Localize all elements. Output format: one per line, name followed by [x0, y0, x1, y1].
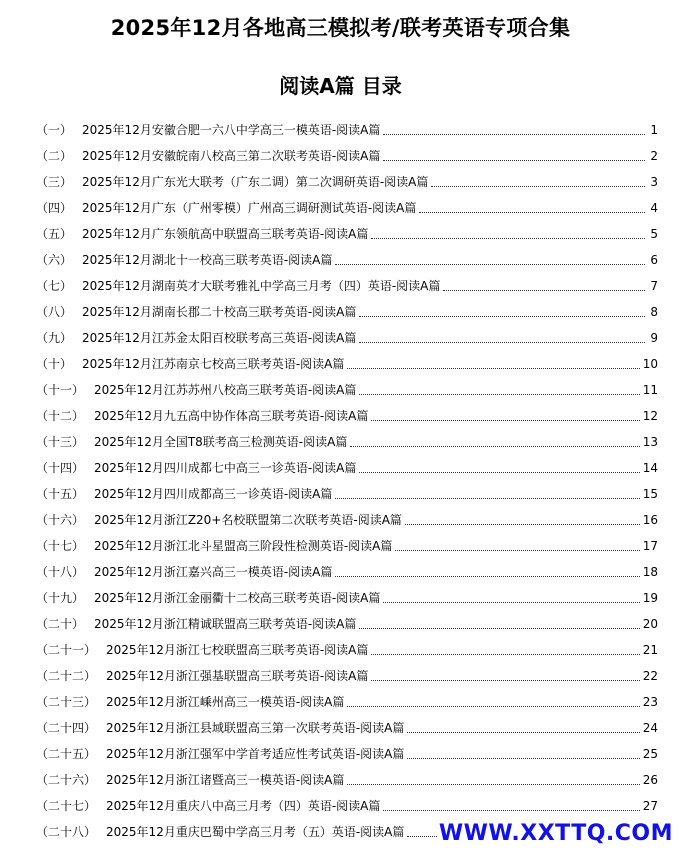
toc-entry[interactable]: [36, 351, 658, 377]
toc-entry-number: （二十七）: [36, 799, 97, 813]
toc-entry-title: 2025年12月湖北十一校高三联考英语-阅读A篇: [82, 253, 333, 267]
toc-entry-page: 6: [650, 253, 658, 267]
toc-entry-title: 2025年12月浙江七校联盟高三联考英语-阅读A篇: [106, 643, 369, 657]
toc-entry-title: 2025年12月浙江Z20+名校联盟第二次联考英语-阅读A篇: [94, 513, 402, 527]
toc-entry-page: 18: [642, 565, 658, 579]
document-title: 2025年12月各地高三模拟考/联考英语专项合集: [110, 16, 571, 40]
toc-entry-title: 2025年12月浙江金丽衢十二校高三联考英语-阅读A篇: [94, 591, 381, 605]
toc-entry[interactable]: [36, 611, 658, 637]
toc-entry-page: 9: [650, 331, 658, 345]
toc-entry-number: （十六）: [36, 513, 85, 527]
toc-dot-leader: [371, 653, 639, 655]
toc-entry-title: 2025年12月江苏南京七校高三联考英语-阅读A篇: [82, 357, 345, 371]
toc-heading: 阅读A篇 目录: [279, 74, 402, 98]
toc-entry-title: 2025年12月安徽皖南八校高三第二次联考英语-阅读A篇: [82, 149, 381, 163]
toc-entry-number: （二十五）: [36, 747, 97, 761]
toc-entry[interactable]: [36, 559, 658, 585]
toc-entry-number: （二十）: [36, 617, 85, 631]
toc-entry-title: 2025年12月浙江强军中学首考适应性考试英语-阅读A篇: [106, 747, 405, 761]
toc-entry-page: 4: [650, 201, 658, 215]
toc-dot-leader: [359, 341, 645, 343]
toc-entry-title: 2025年12月广东光大联考（广东二调）第二次调研英语-阅读A篇: [82, 175, 429, 189]
toc-entry-page: 10: [642, 357, 658, 371]
toc-entry-number: （十七）: [36, 539, 85, 553]
toc-entry-page: 2: [650, 149, 658, 163]
toc-entry[interactable]: [36, 767, 658, 793]
toc-entry-title: 2025年12月湖南英才大联考雅礼中学高三月考（四）英语-阅读A篇: [82, 279, 441, 293]
toc-dot-leader: [359, 627, 639, 629]
toc-entry-number: （四）: [36, 201, 73, 215]
toc-entry[interactable]: [36, 741, 658, 767]
toc-dot-leader: [371, 679, 639, 681]
toc-entry-page: 25: [642, 747, 658, 761]
toc-dot-leader: [347, 367, 639, 369]
toc-entry-number: （二十二）: [36, 669, 97, 683]
toc-entry[interactable]: [36, 637, 658, 663]
toc-entry-page: 7: [650, 279, 658, 293]
toc-entry-title: 2025年12月浙江嵊州高三一模英语-阅读A篇: [106, 695, 345, 709]
toc-dot-leader: [383, 133, 645, 135]
toc-entry[interactable]: [36, 793, 658, 819]
toc-entry-number: （十一）: [36, 383, 85, 397]
toc-entry-number: （十八）: [36, 565, 85, 579]
toc-entry-title: 2025年12月广东领航高中联盟高三联考英语-阅读A篇: [82, 227, 369, 241]
toc-entry-number: （二十六）: [36, 773, 97, 787]
toc-entry[interactable]: [36, 481, 658, 507]
toc-entry-title: 2025年12月重庆巴蜀中学高三月考（五）英语-阅读A篇: [106, 825, 405, 839]
toc-entry[interactable]: [36, 403, 658, 429]
toc-dot-leader: [443, 289, 645, 291]
toc-entry[interactable]: [36, 663, 658, 689]
toc-dot-leader: [383, 809, 639, 811]
toc-dot-leader: [371, 237, 645, 239]
toc-entry[interactable]: [36, 455, 658, 481]
toc-entry-title: 2025年12月江苏金太阳百校联考高三英语-阅读A篇: [82, 331, 357, 345]
toc-entry-page: 24: [642, 721, 658, 735]
toc-entry-title: 2025年12月浙江北斗星盟高三阶段性检测英语-阅读A篇: [94, 539, 393, 553]
toc-entry-page: 19: [642, 591, 658, 605]
toc-entry[interactable]: [36, 221, 658, 247]
toc-entry-page: 26: [642, 773, 658, 787]
toc-entry[interactable]: [36, 377, 658, 403]
toc-entry-page: 23: [642, 695, 658, 709]
toc-entry-title: 2025年12月浙江县域联盟高三第一次联考英语-阅读A篇: [106, 721, 405, 735]
toc-entry-number: （十四）: [36, 461, 85, 475]
toc-entry-title: 2025年12月浙江诸暨高三一模英语-阅读A篇: [106, 773, 345, 787]
toc-entry-number: （二十三）: [36, 695, 97, 709]
toc-entry-page: 13: [642, 435, 658, 449]
toc-entry-number: （十）: [36, 357, 73, 371]
toc-entry-number: （八）: [36, 305, 73, 319]
toc-dot-leader: [335, 497, 639, 499]
toc-entry-number: （十五）: [36, 487, 85, 501]
toc-entry-title: 2025年12月江苏苏州八校高三联考英语-阅读A篇: [94, 383, 357, 397]
toc-dot-leader: [405, 523, 640, 525]
toc-entry-title: 2025年12月湖南长郡二十校高三联考英语-阅读A篇: [82, 305, 357, 319]
toc-entry-page: 3: [650, 175, 658, 189]
toc-entry-page: 16: [642, 513, 658, 527]
toc-entry[interactable]: [36, 117, 658, 143]
toc-entry[interactable]: [36, 507, 658, 533]
toc-dot-leader: [395, 549, 639, 551]
toc-entry-title: 2025年12月安徽合肥一六八中学高三一模英语-阅读A篇: [82, 123, 381, 137]
toc-entry[interactable]: [36, 247, 658, 273]
toc-dot-leader: [335, 575, 639, 577]
toc-entry-title: 2025年12月九五高中协作体高三联考英语-阅读A篇: [94, 409, 369, 423]
toc-entry-number: （二十一）: [36, 643, 97, 657]
toc-entry[interactable]: [36, 429, 658, 455]
toc-entry-page: 14: [642, 461, 658, 475]
toc-dot-leader: [335, 263, 645, 265]
toc-entry-number: （九）: [36, 331, 73, 345]
toc-entry-number: （十九）: [36, 591, 85, 605]
toc-entry[interactable]: [36, 273, 658, 299]
toc-entry-number: （二十四）: [36, 721, 97, 735]
toc-entry-page: 1: [650, 123, 658, 137]
toc-dot-leader: [383, 159, 645, 161]
toc-entry-title: 2025年12月浙江精诚联盟高三联考英语-阅读A篇: [94, 617, 357, 631]
toc-entry[interactable]: [36, 585, 658, 611]
toc-entry-title: 2025年12月浙江强基联盟高三联考英语-阅读A篇: [106, 669, 369, 683]
toc-dot-leader: [347, 705, 639, 707]
toc-dot-leader: [371, 419, 639, 421]
toc-entry[interactable]: [36, 143, 658, 169]
toc-entry-title: 2025年12月四川成都七中高三一诊英语-阅读A篇: [94, 461, 357, 475]
toc-entry-title: 2025年12月广东（广州零模）广州高三调研测试英语-阅读A篇: [82, 201, 417, 215]
toc-entry-page: 27: [642, 799, 658, 813]
toc-dot-leader: [359, 315, 645, 317]
toc-entry-number: （二十八）: [36, 825, 97, 839]
toc-entry-page: 17: [642, 539, 658, 553]
toc-entry[interactable]: [36, 689, 658, 715]
toc-entry-page: 21: [642, 643, 658, 657]
toc-entry[interactable]: [36, 325, 658, 351]
toc-entry[interactable]: [36, 299, 658, 325]
toc-dot-leader: [431, 185, 645, 187]
toc-entry-page: 22: [642, 669, 658, 683]
toc-entry-number: （十二）: [36, 409, 85, 423]
toc-entry-number: （六）: [36, 253, 73, 267]
toc-entry-number: （三）: [36, 175, 73, 189]
toc-dot-leader: [359, 393, 639, 395]
toc-entry-page: 12: [642, 409, 658, 423]
toc-entry-page: 8: [650, 305, 658, 319]
toc-entry-title: 2025年12月四川成都高三一诊英语-阅读A篇: [94, 487, 333, 501]
toc-entry[interactable]: [36, 533, 658, 559]
toc-entry-title: 2025年12月浙江嘉兴高三一模英语-阅读A篇: [94, 565, 333, 579]
toc-entry-page: 15: [642, 487, 658, 501]
site-watermark: WWW.XXTTQ.COM: [438, 821, 673, 846]
toc-entry-title: 2025年12月全国T8联考高三检测英语-阅读A篇: [94, 435, 348, 449]
toc-dot-leader: [383, 601, 639, 603]
toc-dot-leader: [350, 445, 639, 447]
toc-entry-number: （十三）: [36, 435, 85, 449]
toc-entry-number: （一）: [36, 123, 73, 137]
table-of-contents: [36, 117, 658, 845]
toc-entry-title: 2025年12月重庆八中高三月考（四）英语-阅读A篇: [106, 799, 381, 813]
toc-dot-leader: [347, 783, 639, 785]
toc-entry-page: 5: [650, 227, 658, 241]
toc-entry-number: （二）: [36, 149, 73, 163]
toc-dot-leader: [407, 731, 639, 733]
toc-dot-leader: [407, 757, 639, 759]
toc-entry-number: （七）: [36, 279, 73, 293]
toc-entry[interactable]: [36, 169, 658, 195]
toc-dot-leader: [359, 471, 639, 473]
toc-dot-leader: [419, 211, 645, 213]
toc-entry-number: （五）: [36, 227, 73, 241]
toc-entry[interactable]: [36, 715, 658, 741]
toc-entry[interactable]: [36, 195, 658, 221]
toc-entry-page: 20: [642, 617, 658, 631]
toc-entry-page: 11: [642, 383, 658, 397]
